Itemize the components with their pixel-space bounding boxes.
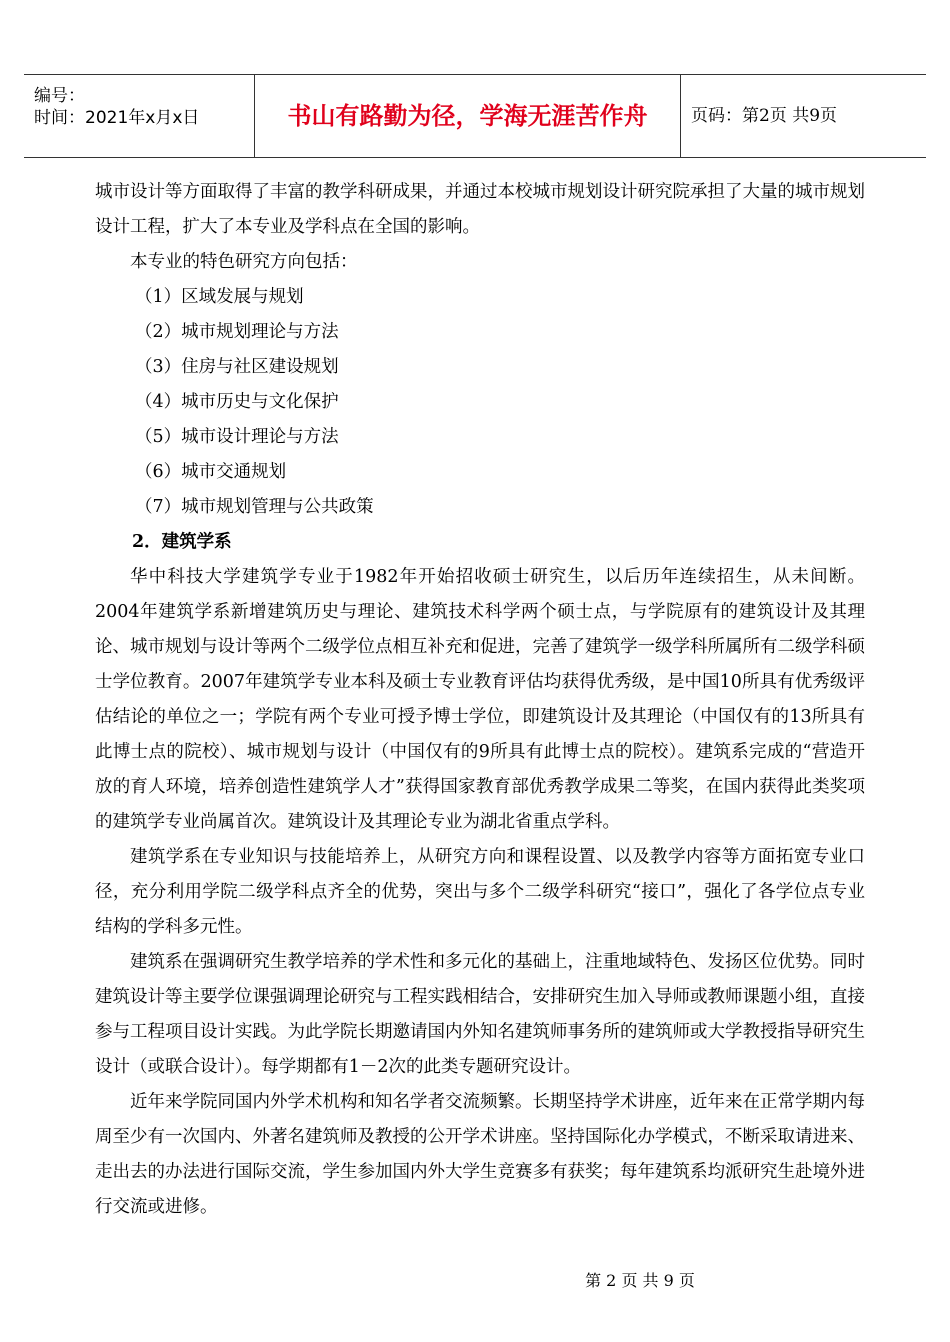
direction-item: （4）城市历史与文化保护: [135, 392, 339, 412]
time-label: 时间：2021年x月x日: [34, 108, 200, 128]
body-paragraph: 建筑学系在专业知识与技能培养上，从研究方向和课程设置、以及教学内容等方面拓宽专业口径，充分利用学院二级学科点齐全的优势，突出与多个二级学科研究“接口”，强化了各学位点专业结构的学科多元性。: [95, 847, 865, 937]
body-paragraph: 近年来学院同国内外学术机构和知名学者交流频繁。长期坚持学术讲座，近年来在正常学期内每周至少有一次国内、外著名建筑师及教授的公开学术讲座。坚持国际化办学模式，不断采取请进来、走出去的办法进行国际交流，学生参加国内外大学生竞赛多有获奖；每年建筑系均派研究生赴境外进行交流或进修。: [95, 1092, 865, 1217]
page-header: [24, 74, 926, 158]
body-paragraph: 华中科技大学建筑学专业于1982年开始招收硕士研究生，以后历年连续招生，从未间断。2004年建筑学系新增建筑历史与理论、建筑技术科学两个硕士点，与学院原有的建筑设计及其理论、城市规划与设计等两个二级学位点相互补充和促进，完善了建筑学一级学科所属所有二级学科硕士学位教育。2007年建筑学专业本科及硕士专业教育评估均获得优秀级，是中国10所具有优秀级评估结论的单位之一；学院有两个专业可授予博士学位，即建筑设计及其理论（中国仅有的13所具有此博士点的院校）、城市规划与设计（中国仅有的9所具有此博士点的院校）。建筑系完成的“营造开放的育人环境，培养创造性建筑学人才”获得国家教育部优秀教学成果二等奖，在国内获得此类奖项的建筑学专业尚属首次。建筑设计及其理论专业为湖北省重点学科。: [95, 567, 865, 832]
direction-item: （6）城市交通规划: [135, 462, 287, 482]
header-motto: 书山有路勤为径，学海无涯苦作舟: [287, 102, 648, 130]
header-divider: [680, 75, 681, 157]
direction-item: （5）城市设计理论与方法: [135, 427, 339, 447]
body-paragraph: 建筑系在强调研究生教学培养的学术性和多元化的基础上，注重地域特色、发扬区位优势。同时建筑设计等主要学位课强调理论研究与工程实践相结合，安排研究生加入导师或教师课题小组，直接参与工程项目设计实践。为此学院长期邀请国内外知名建筑师事务所的建筑师或大学教授指导研究生设计（或联合设计）。每学期都有1－2次的此类专题研究设计。: [95, 952, 865, 1077]
directions-intro: 本专业的特色研究方向包括：: [130, 252, 358, 272]
section-title: 2．建筑学系: [132, 532, 232, 552]
header-meta: [24, 75, 254, 157]
header-page-info: 页码：第2页 共9页: [691, 106, 838, 126]
code-label: 编号：: [34, 86, 85, 106]
direction-item: （2）城市规划理论与方法: [135, 322, 339, 342]
intro-paragraph: 城市设计等方面取得了丰富的教学科研成果，并通过本校城市规划设计研究院承担了大量的城市规划设计工程，扩大了本专业及学科点在全国的影响。: [95, 182, 865, 237]
page-footer: 第 2 页 共 9 页: [585, 1271, 695, 1290]
direction-item: （7）城市规划管理与公共政策: [135, 497, 374, 517]
document-body: [95, 175, 865, 1225]
direction-item: （3）住房与社区建设规划: [135, 357, 339, 377]
direction-item: （1）区域发展与规划: [135, 287, 304, 307]
